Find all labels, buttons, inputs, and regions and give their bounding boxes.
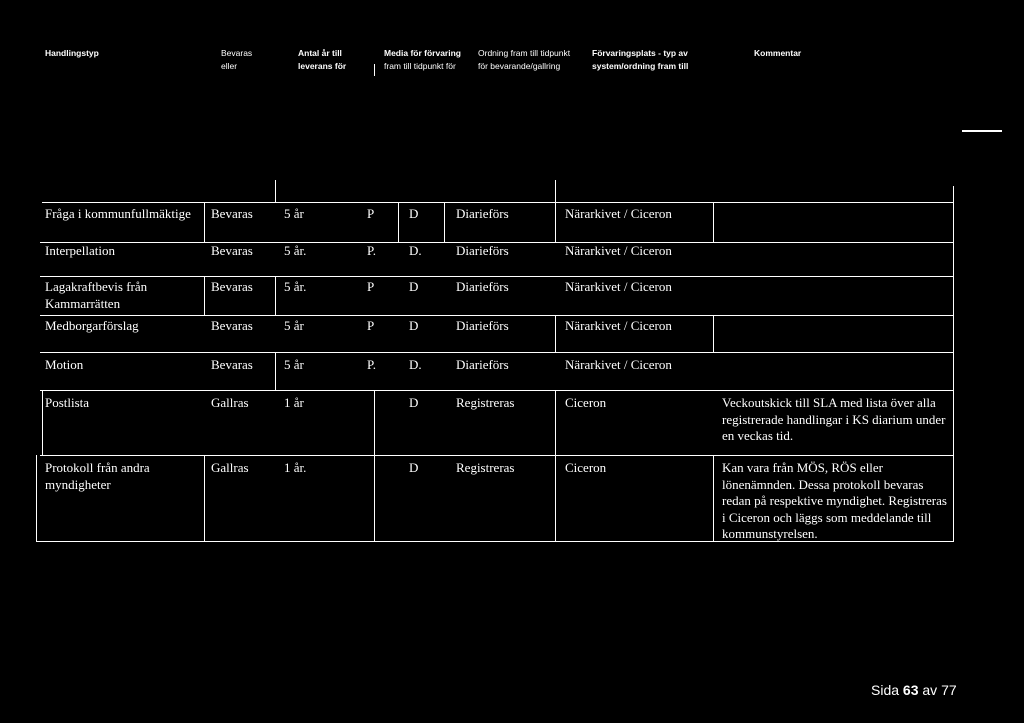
- row-separator: [40, 352, 953, 353]
- divider: [962, 130, 1002, 132]
- row-separator: [40, 390, 953, 391]
- cell-years: 1 år: [284, 395, 304, 410]
- cell-status: Bevaras: [211, 357, 253, 372]
- divider: [713, 455, 714, 541]
- divider: [275, 352, 276, 390]
- header-ordning-line1: Ordning fram till tidpunkt: [478, 48, 571, 58]
- cell-media: P: [367, 318, 375, 333]
- cell-place: Närarkivet / Ciceron: [565, 279, 672, 294]
- cell-status: Bevaras: [211, 243, 253, 258]
- cell-status: Gallras: [211, 395, 249, 410]
- cell-years: 5 år.: [284, 243, 307, 258]
- divider: [374, 455, 375, 541]
- divider: [42, 390, 43, 455]
- cell-ordning: Diarieförs: [456, 279, 509, 294]
- divider: [555, 455, 556, 541]
- divider: [953, 186, 954, 542]
- row-separator: [40, 276, 953, 277]
- header-handlingstyp: Handlingstyp: [45, 48, 99, 58]
- header-bevaras-line1: Bevaras: [221, 48, 253, 58]
- cell-ordning-media: D.: [409, 357, 422, 372]
- cell-place: Ciceron: [565, 460, 607, 475]
- cell-ordning: Diarieförs: [456, 357, 509, 372]
- page-number-prefix: Sida: [871, 682, 900, 698]
- divider: [204, 455, 205, 541]
- divider: [374, 64, 375, 76]
- divider: [444, 202, 445, 242]
- divider: [204, 276, 205, 315]
- cell-ordning-media: D: [409, 460, 419, 475]
- header-bevaras-line2: eller: [221, 61, 238, 71]
- header-bevaras: [221, 47, 252, 73]
- divider: [36, 455, 37, 541]
- divider: [555, 390, 556, 455]
- cell-media: P: [367, 279, 375, 294]
- header-antal-ar-line1: Antal år till: [298, 48, 342, 58]
- cell-ordning: Diarieförs: [456, 318, 509, 333]
- cell-ordning: Diarieförs: [456, 206, 509, 221]
- cell-handlingstyp: Motion: [45, 357, 84, 372]
- cell-media: P.: [367, 357, 377, 372]
- divider: [555, 315, 556, 352]
- header-media: [384, 47, 461, 73]
- cell-ordning: Registreras: [456, 395, 515, 410]
- divider: [713, 202, 714, 242]
- cell-status: Bevaras: [211, 318, 253, 333]
- cell-ordning-media: D: [409, 395, 419, 410]
- cell-comment: Veckoutskick till SLA med lista över alla registrerade handlingar i KS diarium under en veckas tid.: [722, 395, 946, 443]
- header-forvaringsplats: [592, 47, 688, 73]
- cell-place: Närarkivet / Ciceron: [565, 318, 672, 333]
- cell-place: Närarkivet / Ciceron: [565, 357, 672, 372]
- cell-ordning: Diarieförs: [456, 243, 509, 258]
- header-media-line1: Media för förvaring: [384, 48, 461, 58]
- header-forvaringsplats-line1: Förvaringsplats - typ av: [592, 48, 688, 58]
- page-number-total: 77: [941, 682, 957, 698]
- divider: [713, 315, 714, 352]
- divider: [555, 180, 556, 202]
- header-forvaringsplats-line2: system/ordning fram till: [592, 61, 689, 71]
- cell-status: Gallras: [211, 460, 249, 475]
- divider: [204, 202, 205, 242]
- row-separator: [42, 202, 953, 203]
- cell-comment: Kan vara från MÖS, RÖS eller lönenämnden. Dessa protokoll bevaras redan på respektive myndighet. Registreras i Ciceron och läggs som meddelande till kommunstyrelsen.: [722, 460, 947, 541]
- cell-years: 5 år: [284, 206, 304, 221]
- cell-handlingstyp: Protokoll från andra myndigheter: [45, 460, 150, 492]
- divider: [374, 390, 375, 455]
- page-number: [871, 682, 957, 698]
- cell-status: Bevaras: [211, 206, 253, 221]
- cell-media: P: [367, 206, 375, 221]
- cell-ordning-media: D: [409, 279, 419, 294]
- cell-years: 5 år: [284, 318, 304, 333]
- cell-handlingstyp: Interpellation: [45, 243, 116, 258]
- page-number-current: 63: [902, 682, 919, 698]
- row-separator: [40, 315, 953, 316]
- divider: [398, 202, 399, 242]
- cell-place: Närarkivet / Ciceron: [565, 243, 672, 258]
- header-media-line2: fram till tidpunkt för: [384, 61, 456, 71]
- cell-years: 5 år: [284, 357, 304, 372]
- cell-ordning-media: D.: [409, 243, 422, 258]
- cell-years: 5 år.: [284, 279, 307, 294]
- header-ordning-line2: för bevarande/gallring: [478, 61, 561, 71]
- cell-ordning-media: D: [409, 206, 419, 221]
- cell-handlingstyp: Lagakraftbevis från Kammarrätten: [45, 279, 148, 311]
- cell-status: Bevaras: [211, 279, 253, 294]
- cell-media: P.: [367, 243, 377, 258]
- header-antal-ar: [298, 47, 346, 73]
- cell-ordning-media: D: [409, 318, 419, 333]
- cell-place: Ciceron: [565, 395, 607, 410]
- divider: [555, 202, 556, 242]
- divider: [275, 276, 276, 315]
- header-kommentar: Kommentar: [754, 48, 802, 58]
- cell-ordning: Registreras: [456, 460, 515, 475]
- header-ordning: [478, 47, 570, 73]
- cell-handlingstyp: Medborgarförslag: [45, 318, 139, 333]
- cell-handlingstyp: Postlista: [45, 395, 90, 410]
- row-separator: [40, 455, 953, 456]
- page-number-separator: av: [922, 682, 938, 698]
- cell-years: 1 år.: [284, 460, 307, 475]
- header-antal-ar-line2: leverans för: [298, 61, 347, 71]
- cell-handlingstyp: Fråga i kommunfullmäktige: [45, 206, 191, 221]
- cell-place: Närarkivet / Ciceron: [565, 206, 672, 221]
- divider: [275, 180, 276, 202]
